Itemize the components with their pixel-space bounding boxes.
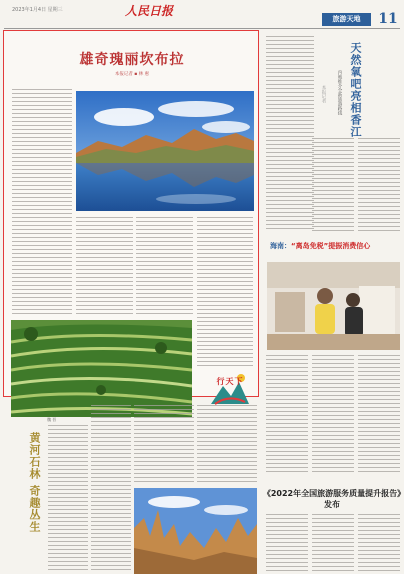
feature-body-col-1 [12, 89, 72, 314]
masthead-rule [4, 28, 400, 29]
newspaper-logo: 人民日报 [125, 4, 174, 18]
hainan-story-title [270, 241, 370, 251]
feature-body-col-4 [197, 217, 253, 367]
feature-body-col-3 [136, 217, 193, 314]
report-body-2 [312, 514, 354, 572]
hainan-body-3 [358, 355, 400, 475]
yellow-river-body-4 [197, 405, 257, 483]
side-story-body-2 [312, 138, 354, 232]
side-story-subtitle: 内地推介全新旅游路线 [337, 70, 342, 115]
shopping-photo [267, 262, 400, 350]
badge-label: 行天下 [216, 377, 244, 386]
hainan-title-quote: “离岛免税”提振消费信心 [291, 242, 371, 250]
yellow-river-body-2 [91, 405, 131, 570]
page-number: 11 [378, 11, 398, 27]
report-body-3 [358, 514, 400, 572]
side-story-body-3 [358, 138, 400, 232]
stone-forest-photo [134, 488, 257, 574]
side-story-byline: 本报记者 [321, 85, 326, 103]
feature-title: 雄奇瑰丽坎布拉 [79, 52, 185, 68]
report-story-title: 《2022年全国旅游服务质量提升报告》发布 [262, 489, 402, 509]
side-story-title: 天然氧吧亮相香江 [349, 42, 362, 138]
yellow-river-byline: 魏 晋 [47, 417, 57, 422]
hainan-title-prefix: 海南： [270, 242, 291, 250]
report-body-1 [266, 514, 308, 572]
yellow-river-body-1 [48, 425, 88, 570]
terraces-photo [11, 320, 192, 417]
yellow-river-title: 黄河石林 奇趣丛生 [28, 432, 41, 533]
issue-date: 2023年1月4日 星期三 [12, 7, 63, 13]
feature-body-col-2 [76, 217, 133, 314]
yellow-river-body-3 [134, 405, 194, 483]
section-label: 旅游天地 [322, 13, 371, 26]
hainan-body-2 [312, 355, 354, 475]
feature-byline: 本报记者 ▪ 林 惠 [114, 72, 150, 77]
side-story-body-1 [266, 36, 314, 232]
lake-photo [76, 91, 254, 211]
feature-article[interactable] [3, 30, 259, 397]
hainan-body-1 [266, 355, 308, 475]
